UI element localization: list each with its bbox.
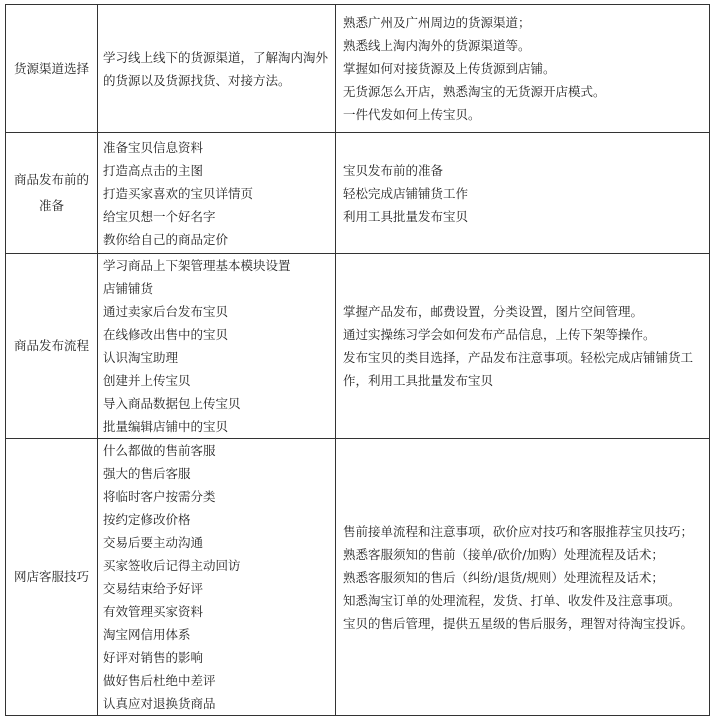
content-line: 给宝贝想一个好名字 (103, 208, 216, 224)
content-line: 批量编辑店铺中的宝贝 (103, 419, 229, 434)
content-line: 做好售后杜绝中差评 (103, 673, 216, 688)
table-row (6, 5, 710, 133)
content-line: 店铺铺货 (103, 281, 154, 296)
content-line: 好评对销售的影响 (103, 650, 204, 665)
goal-cell (336, 439, 710, 716)
content-line: 认识淘宝助理 (103, 350, 179, 365)
goal-line: 无货源怎么开店，熟悉淘宝的无货源开店模式。 (343, 84, 606, 99)
goal-line: 熟悉客服须知的售前（接单/砍价/加购）处理流程及话术； (343, 546, 664, 562)
content-line: 教你给自己的商品定价 (103, 231, 229, 247)
content-paragraph: 学习线上线下的货源渠道，了解淘内淘外的货源以及货源找货、对接方法。 (103, 49, 329, 88)
goal-line: 熟悉广州及广州周边的货源渠道； (343, 15, 531, 30)
content-line: 通过卖家后台发布宝贝 (103, 304, 229, 319)
goal-line: 通过实操练习学会如何发布产品信息，上传下架等操作。 (343, 327, 656, 342)
content-line: 什么都做的售前客服 (103, 443, 216, 458)
content-line: 在线修改出售中的宝贝 (103, 327, 229, 342)
table-row (6, 254, 710, 439)
goal-cell (336, 254, 710, 439)
content-line: 打造买家喜欢的宝贝详情页 (103, 185, 254, 201)
goal-line: 熟悉客服须知的售后（纠纷/退货/规则）处理流程及话术； (343, 569, 664, 585)
topic-label: 网店客服技巧 (13, 569, 89, 584)
content-line: 买家签收后记得主动回访 (103, 558, 241, 573)
topic-label: 商品发布前的准备 (13, 172, 89, 213)
content-line: 创建并上传宝贝 (103, 373, 191, 388)
topic-cell (6, 439, 98, 716)
table-row (6, 133, 710, 254)
goal-cell (336, 133, 710, 254)
content-line: 打造高点击的主图 (103, 162, 204, 178)
content-line: 交易后要主动沟通 (103, 535, 204, 550)
content-line: 认真应对退换货商品 (103, 696, 216, 711)
content-line: 将临时客户按需分类 (103, 489, 216, 504)
topic-cell (6, 5, 98, 133)
goal-paragraph: 宝贝的售后管理，提供五星级的售后服务，理智对待淘宝投诉。 (343, 615, 694, 631)
goal-paragraph: 售前接单流程和注意事项，砍价应对技巧和客服推荐宝贝技巧； (343, 523, 694, 539)
content-line: 准备宝贝信息资料 (103, 139, 204, 155)
content-line: 淘宝网信用体系 (103, 627, 191, 642)
content-cell (98, 5, 336, 133)
goal-line: 掌握产品发布，邮费设置，分类设置，图片空间管理。 (343, 304, 644, 319)
topic-cell (6, 254, 98, 439)
goal-line: 掌握如何对接货源及上传货源到店铺。 (343, 61, 556, 76)
content-line: 交易结束给予好评 (103, 581, 204, 596)
content-cell (98, 254, 336, 439)
goal-line: 熟悉线上淘内淘外的货源渠道等。 (343, 38, 531, 53)
content-cell (98, 133, 336, 254)
goal-line: 知悉淘宝订单的处理流程，发货、打单、收发件及注意事项。 (343, 592, 681, 608)
content-line: 导入商品数据包上传宝贝 (103, 396, 241, 411)
goal-line: 利用工具批量发布宝贝 (343, 208, 469, 224)
topic-label: 商品发布流程 (13, 338, 89, 353)
content-line: 按约定修改价格 (103, 512, 191, 527)
goal-line: 一件代发如何上传宝贝。 (343, 107, 481, 122)
topic-cell (6, 133, 98, 254)
goal-line: 轻松完成店铺铺货工作 (343, 185, 469, 201)
goal-paragraph: 发布宝贝的类目选择，产品发布注意事项。轻松完成店铺铺货工作，利用工具批量发布宝贝 (343, 350, 694, 388)
content-line: 有效管理买家资料 (103, 604, 204, 619)
goal-line: 宝贝发布前的准备 (343, 162, 444, 178)
topic-label: 货源渠道选择 (13, 60, 89, 76)
course-table (5, 4, 710, 716)
content-cell (98, 439, 336, 716)
table-row (6, 439, 710, 716)
content-line: 学习商品上下架管理基本模块设置 (103, 258, 291, 273)
content-line: 强大的售后客服 (103, 466, 191, 481)
goal-cell (336, 5, 710, 133)
